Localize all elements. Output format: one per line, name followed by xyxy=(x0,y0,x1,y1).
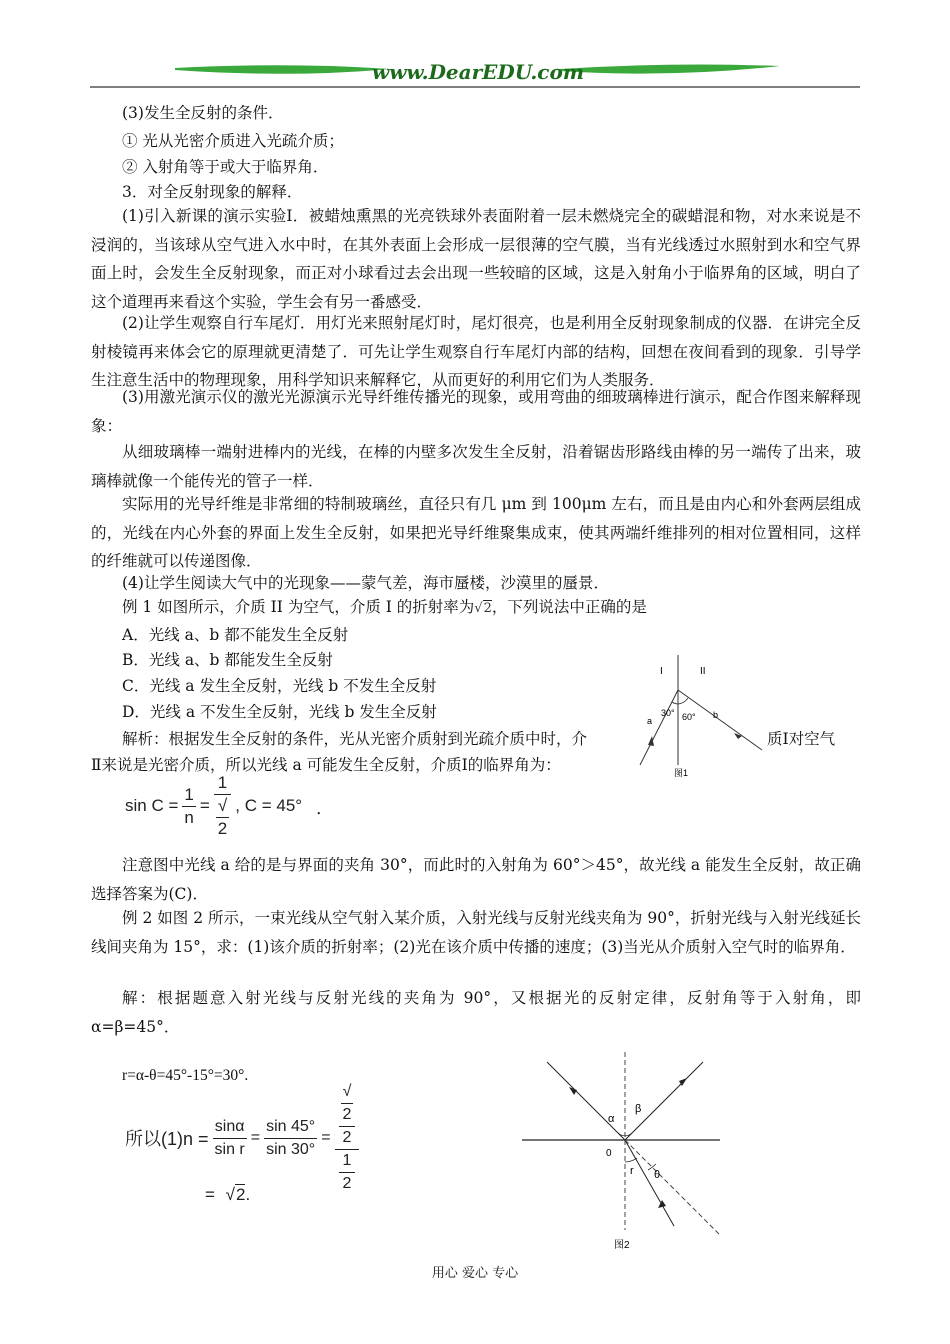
header-banner xyxy=(90,58,860,90)
example1-critical-angle-formula: sin C = $\frac{1}{n}$ = 1 √ 2 , C = 45° ． xyxy=(125,773,334,838)
example1-analysis-right: 质Ⅰ对空气 xyxy=(767,730,836,748)
fraction-1-over-sqrt2: 1 √ 2 xyxy=(214,772,231,840)
section-3-title: 3．对全反射现象的解释． xyxy=(122,183,303,201)
incident-extension xyxy=(625,1140,719,1234)
ray-a-arrow xyxy=(648,736,654,746)
figure1-label-II: II xyxy=(700,666,706,677)
paragraph-demo-1: (1)引入新课的演示实验Ⅰ．被蜡烛熏黑的光亮铁球外表面附着一层未燃烧完全的碳蜡混和物，对水来说是不浸润的，当该球从空气进入水中时，在其外表面上会形成一层很薄的空气膜，当有光线透过水照射到水和空气界面上时，会发生全反射现象，而正对小球看过去会出现一些较暗的区域，这是入射角小于临界角的区域，明白了这个道理再来看这个实验，学生会有另一番感受． xyxy=(91,207,861,311)
paragraph-atmosphere: (4)让学生阅读大气中的光现象——蒙气差，海市蜃楼，沙漠里的蜃景． xyxy=(122,574,609,592)
example1-option-d: D．光线 a 不发生全反射，光线 b 发生全反射 xyxy=(122,703,437,721)
condition-title: (3)发生全反射的条件． xyxy=(122,104,284,122)
condition-1: ① 光从光密介质进入光疏介质； xyxy=(122,132,344,150)
refracted-ray xyxy=(625,1140,674,1226)
figure2-origin: 0 xyxy=(606,1148,612,1159)
figure2-caption: 图2 xyxy=(614,1240,630,1251)
refracted-arrow xyxy=(658,1200,666,1208)
figure2-alpha: α xyxy=(608,1113,615,1125)
example1-analysis-line2: Ⅱ来说是光密介质，所以光线 a 可能发生全反射，介质Ⅰ的临界角为： xyxy=(91,756,561,774)
paragraph-laser-demo: (3)用激光演示仪的激光光源演示光导纤维传播光的现象，或用弯曲的细玻璃棒进行演示，配合作图来解释现象： xyxy=(91,388,861,435)
condition-2: ② 入射角等于或大于临界角． xyxy=(122,158,329,176)
example2-stem: 例 2 如图 2 所示，一束光线从空气射入某介质，入射光线与反射光线夹角为 90°，折射光线与入射光线延长线间夹角为 15°，求：(1)该介质的折射率；(2)光在该介质中传播的速度；(3)当光从介质射入空气时的临界角． xyxy=(91,909,861,956)
example2-refraction-formula: 所以(1)n = $\frac{\sin\alpha}{\text{sin r}}$ = $\frac{\sin 45^\circ}{\sin 30^\circ}$ = √ 2 2 1 2 xyxy=(125,1090,363,1186)
fraction-sin-alpha-over-sin-r: $\frac{\sin\alpha}{\text{sin r}}$ xyxy=(214,1117,245,1158)
example2-solution: 解：根据题意入射光线与反射光线的夹角为 90°，又根据光的反射定律，反射角等于入射角，即 α=β=45°． xyxy=(91,989,861,1036)
example1-option-c: C．光线 a 发生全反射，光线 b 不发生全反射 xyxy=(122,677,437,695)
example1-option-a: A．光线 a、b 都不能发生全反射 xyxy=(122,626,349,644)
paragraph-optical-fiber: 实际用的光导纤维是非常细的特制玻璃丝，直径只有几 μm 到 100μm 左右，而且是由内心和外套两层组成的，光线在内心外套的界面上发生全反射，如果把光导纤维聚集成束，使其两端纤维排列的相对位置相同，这样的纤维就可以传递图像． xyxy=(91,495,861,570)
figure2-r: r xyxy=(630,1165,634,1177)
incident-ray xyxy=(547,1062,625,1140)
angle-60-arc xyxy=(678,698,688,704)
sqrt-2-inline: √2 xyxy=(474,601,492,616)
paragraph-bike-light: (2)让学生观察自行车尾灯．用灯光来照射尾灯时，尾灯很亮，也是利用全反射现象制成的仪器．在讲完全反射棱镜再来体会它的原理就更清楚了．可先让学生观察自行车尾灯内部的结构，回想在夜间看到的现象．引导学生注意生活中的物理现象，用科学知识来解释它，从而更好的利用它们为人类服务． xyxy=(91,314,861,389)
figure-1 xyxy=(612,650,772,780)
reflected-ray xyxy=(625,1062,703,1140)
figure1-angle-30: 30° xyxy=(661,708,675,718)
example1-note: 注意图中光线 a 给的是与界面的夹角 30°，而此时的入射角为 60°＞45°，故光线 a 能发生全反射，故正确选择答案为(C)． xyxy=(91,856,861,903)
ray-a-line xyxy=(640,690,678,765)
ray-b-arrow xyxy=(734,733,742,739)
figure1-caption: 图1 xyxy=(674,768,689,778)
figure1-ray-a-label: a xyxy=(647,716,653,726)
figure2-beta: β xyxy=(635,1103,642,1115)
page-footer: 用心 爱心 专心 xyxy=(431,1266,519,1281)
angle-30-arc xyxy=(672,702,678,704)
figure1-label-I: I xyxy=(660,666,663,677)
example2-r-line: r=α-θ=45°-15°=30°. xyxy=(122,1067,249,1084)
header-logo-text: www.DearEDU.com xyxy=(371,60,584,84)
figure2-theta: θ xyxy=(654,1169,661,1181)
example2-result: = √2. xyxy=(205,1185,251,1204)
example1-stem: 例 1 如图所示，介质 II 为空气，介质 I 的折射率为√2，下列说法中正确的是 xyxy=(122,598,647,616)
example1-option-b: B．光线 a、b 都能发生全反射 xyxy=(122,651,333,669)
figure-2 xyxy=(522,1050,732,1260)
paragraph-glass-rod: 从细玻璃棒一端射进棒内的光线，在棒的内壁多次发生全反射，沿着锯齿形路线由棒的另一端传了出来，玻璃棒就像一个能传光的管子一样． xyxy=(91,443,861,490)
fraction-1-over-n: $\frac{1}{n}$ xyxy=(184,784,194,827)
figure1-angle-60: 60° xyxy=(682,712,696,722)
example1-analysis-left: 解析：根据发生全反射的条件，光从光密介质射到光疏介质中时，介 xyxy=(122,730,588,748)
compound-fraction: √ 2 2 1 2 xyxy=(335,1081,360,1195)
figure1-ray-b-label: b xyxy=(713,710,719,720)
fraction-sin45-over-sin30: $\frac{\sin 45^\circ}{\sin 30^\circ}$ xyxy=(266,1117,316,1158)
